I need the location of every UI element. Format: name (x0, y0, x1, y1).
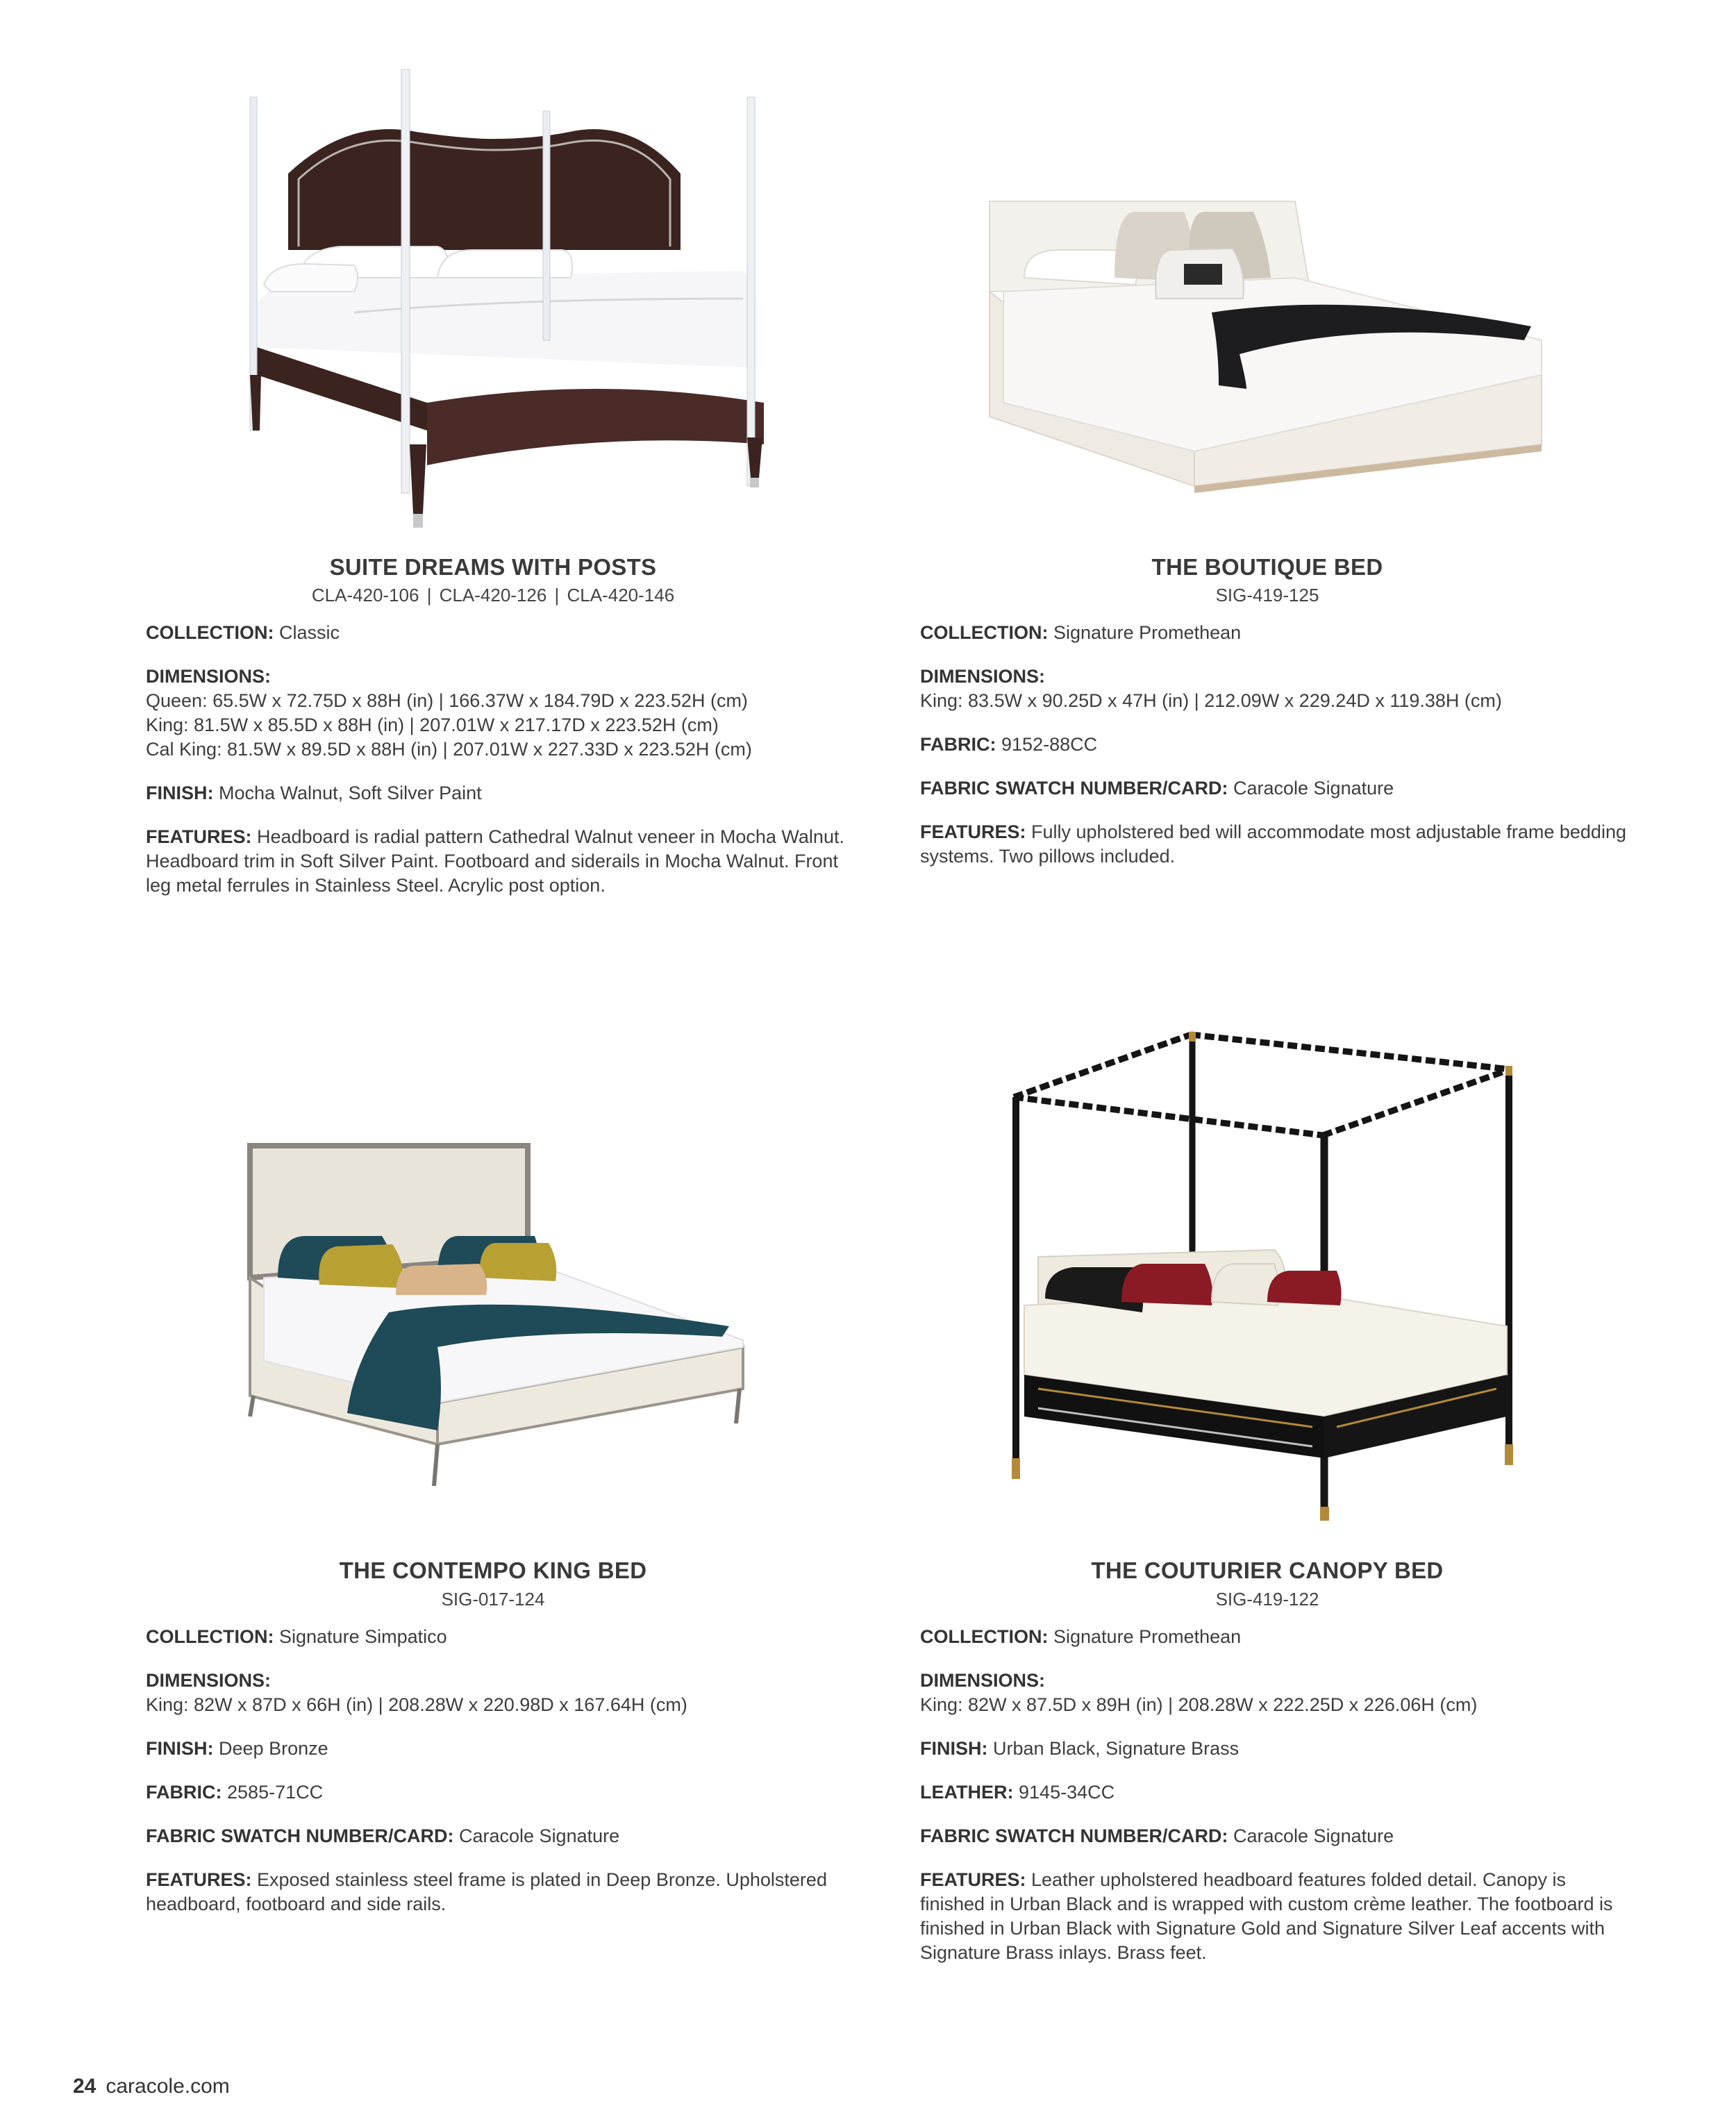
spec-label: FINISH: (146, 1738, 214, 1759)
spec-value: Mocha Walnut, Soft Silver Paint (219, 783, 482, 803)
spec-features (146, 825, 861, 898)
spec-fabric (920, 733, 1635, 757)
spec-value: Leather upholstered headboard features folded detail. Canopy is finished in Urban Black and is wrapped with custom crème leather. The footboard is finished in Urban Black with Signature Gold and Signature Silver Leaf accents with Signature Brass inlays. Brass feet. (920, 1869, 1613, 1963)
spec-value: Signature Simpatico (279, 1626, 447, 1647)
spec-leather (920, 1780, 1635, 1805)
spec-collection (146, 621, 861, 645)
spec-value: 2585-71CC (227, 1782, 324, 1803)
spec-finish (920, 1737, 1635, 1761)
spec-value: Exposed stainless steel frame is plated in Deep Bronze. Upholstered headboard, footboard and side rails. (146, 1869, 827, 1914)
spec-collection (920, 1625, 1635, 1649)
product-title: SUITE DREAMS WITH POSTS (329, 554, 657, 580)
site-link[interactable]: caracole.com (106, 2075, 230, 2098)
spec-label: LEATHER: (920, 1782, 1014, 1803)
spec-value: Caracole Signature (1233, 778, 1394, 799)
spec-features (920, 1868, 1635, 1965)
dimension-line: King: 83.5W x 90.25D x 47H (in) | 212.09W x 229.24D x 119.38H (cm) (920, 690, 1502, 711)
spec-value: Urban Black, Signature Brass (993, 1738, 1240, 1759)
spec-dimensions (146, 665, 861, 762)
dimension-line: Cal King: 81.5W x 89.5D x 88H (in) | 207.01W x 227.33D x 223.52H (cm) (146, 739, 752, 760)
dimension-line: Queen: 65.5W x 72.75D x 88H (in) | 166.37W x 184.79D x 223.52H (cm) (146, 690, 748, 711)
product-specs (146, 1625, 861, 1936)
spec-label: FABRIC: (920, 734, 996, 755)
spec-collection (920, 621, 1635, 645)
spec-collection (146, 1625, 861, 1649)
product-image-couturier-bed (920, 1028, 1635, 1521)
product-image-suite-dreams (146, 42, 861, 542)
spec-label: COLLECTION: (920, 1626, 1049, 1647)
product-sku: SIG-419-125 (1215, 585, 1319, 605)
dimension-line: King: 81.5W x 85.5D x 88H (in) | 207.01W x 217.17D x 223.52H (cm) (146, 715, 719, 735)
product-specs (920, 1625, 1635, 1985)
spec-label: DIMENSIONS: (146, 666, 272, 687)
spec-label: FEATURES: (146, 1869, 252, 1890)
spec-label: FABRIC: (146, 1782, 222, 1803)
product-title: THE COUTURIER CANOPY BED (1091, 1557, 1444, 1583)
spec-dimensions (920, 1669, 1635, 1717)
four-poster-bed-illustration (146, 42, 861, 542)
page-footer (73, 2075, 230, 2098)
spec-label: DIMENSIONS: (920, 666, 1046, 687)
spec-label: FEATURES: (920, 821, 1026, 842)
spec-dimensions (920, 665, 1635, 713)
spec-finish (146, 1737, 861, 1761)
product-specs (920, 621, 1635, 888)
spec-label: FINISH: (920, 1738, 988, 1759)
canopy-bed-illustration (920, 1028, 1635, 1521)
spec-value: Signature Promethean (1053, 1626, 1242, 1647)
spec-label: FEATURES: (920, 1869, 1026, 1890)
spec-label: FINISH: (146, 783, 214, 803)
spec-dimensions (146, 1669, 861, 1717)
spec-value: Classic (279, 622, 340, 643)
spec-features (920, 820, 1635, 869)
dimension-line: King: 82W x 87D x 66H (in) | 208.28W x 220.98D x 167.64H (cm) (146, 1694, 687, 1715)
spec-finish (146, 781, 861, 805)
spec-value: 9152-88CC (1001, 734, 1098, 755)
contempo-bed-illustration (146, 1139, 861, 1500)
product-sku: SIG-017-124 (441, 1589, 545, 1610)
spec-value: Caracole Signature (1233, 1826, 1394, 1846)
spec-label: COLLECTION: (146, 622, 274, 643)
product-sku: SIG-419-122 (1215, 1589, 1319, 1610)
spec-label: COLLECTION: (920, 622, 1049, 643)
spec-value: Caracole Signature (459, 1826, 620, 1846)
product-title: THE BOUTIQUE BED (1151, 554, 1383, 580)
upholstered-bed-illustration (920, 181, 1635, 500)
product-sku: CLA-420-106 | CLA-420-126 | CLA-420-146 (311, 585, 675, 605)
page-number: 24 (73, 2075, 97, 2098)
spec-label: FABRIC SWATCH NUMBER/CARD: (920, 1826, 1228, 1846)
spec-label: DIMENSIONS: (146, 1670, 272, 1691)
spec-swatch (920, 1824, 1635, 1848)
product-image-boutique-bed (920, 181, 1635, 500)
spec-label: FEATURES: (146, 826, 252, 847)
product-image-contempo-bed (146, 1139, 861, 1500)
spec-features (146, 1868, 861, 1916)
spec-swatch (920, 776, 1635, 801)
spec-label: FABRIC SWATCH NUMBER/CARD: (146, 1826, 454, 1846)
spec-value: 9145-34CC (1019, 1782, 1115, 1803)
spec-value: Signature Promethean (1053, 622, 1242, 643)
dimension-line: King: 82W x 87.5D x 89H (in) | 208.28W x 222.25D x 226.06H (cm) (920, 1694, 1478, 1715)
spec-swatch (146, 1824, 861, 1848)
spec-value: Fully upholstered bed will accommodate most adjustable frame bedding systems. Two pillows included. (920, 821, 1626, 867)
spec-fabric (146, 1780, 861, 1805)
spec-label: DIMENSIONS: (920, 1670, 1046, 1691)
product-title: THE CONTEMPO KING BED (339, 1557, 647, 1583)
product-specs (146, 621, 861, 917)
spec-value: Deep Bronze (219, 1738, 328, 1759)
spec-label: COLLECTION: (146, 1626, 274, 1647)
spec-value: Headboard is radial pattern Cathedral Walnut veneer in Mocha Walnut. Headboard trim in Soft Silver Paint. Footboard and siderails in Mocha Walnut. Front leg metal ferrules in Stainless Steel. Acrylic post option. (146, 826, 844, 896)
spec-label: FABRIC SWATCH NUMBER/CARD: (920, 778, 1228, 799)
